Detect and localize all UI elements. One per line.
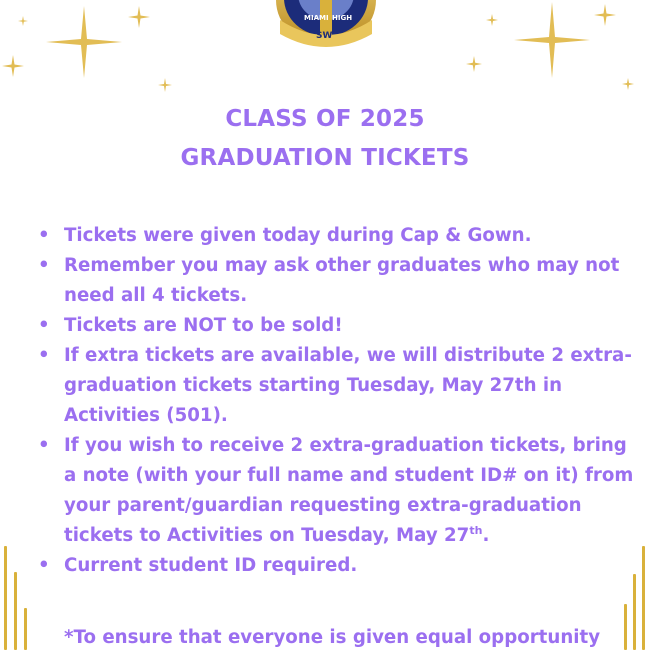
school-seal-logo [270, 0, 382, 48]
gold-bar-decoration [633, 574, 636, 650]
list-item-text: If you wish to receive 2 extra-graduation tickets, bring a note (with your full name and student ID# on it) from your parent/guardian requesting extra-graduation tickets to Activities on Tuesday, May 27 [64, 435, 634, 546]
sparkle-icon [486, 14, 498, 26]
list-item-text: Remember you may ask other graduates who may not need all 4 tickets. [64, 255, 620, 306]
list-item [36, 221, 636, 251]
heading-graduation-tickets: GRADUATION TICKETS [180, 145, 470, 171]
list-item-text: Current student ID required. [64, 555, 358, 576]
sparkle-icon [158, 78, 172, 92]
gold-bar-decoration [624, 604, 627, 650]
list-item [36, 251, 636, 311]
list-item-text: Tickets were given today during Cap & Gown. [64, 225, 532, 246]
sparkle-icon [514, 2, 590, 78]
logo-text-high: HIGH [332, 14, 353, 22]
list-item [36, 311, 636, 341]
gold-bar-decoration [4, 546, 7, 650]
sparkle-icon [2, 55, 24, 77]
superscript-th: th [469, 523, 483, 537]
list-item-text: If extra tickets are available, we will distribute 2 extra-graduation tickets starting Tuesday, May 27th in Activities (501). [64, 345, 632, 426]
list-item [36, 551, 636, 581]
sparkle-icon [18, 16, 28, 26]
sparkle-icon [46, 6, 122, 78]
logo-text-miami: MIAMI [304, 14, 329, 22]
sparkle-icon [594, 4, 616, 26]
equal-opportunity-note: *To ensure that everyone is given equal opportunity [64, 627, 601, 648]
heading-class-of: CLASS OF 2025 [225, 106, 425, 132]
list-item-end: . [482, 525, 490, 546]
sparkle-icon [128, 6, 150, 28]
list-item [36, 341, 636, 431]
gold-bar-decoration [14, 572, 17, 650]
gold-bar-decoration [642, 546, 645, 650]
logo-text-sw: SW [316, 31, 333, 41]
gold-bar-decoration [24, 608, 27, 650]
sparkle-icon [466, 56, 482, 72]
list-item-text: Tickets are NOT to be sold! [64, 315, 343, 336]
ticket-info-list [36, 221, 636, 581]
sparkle-icon [622, 78, 634, 90]
list-item [36, 431, 636, 551]
